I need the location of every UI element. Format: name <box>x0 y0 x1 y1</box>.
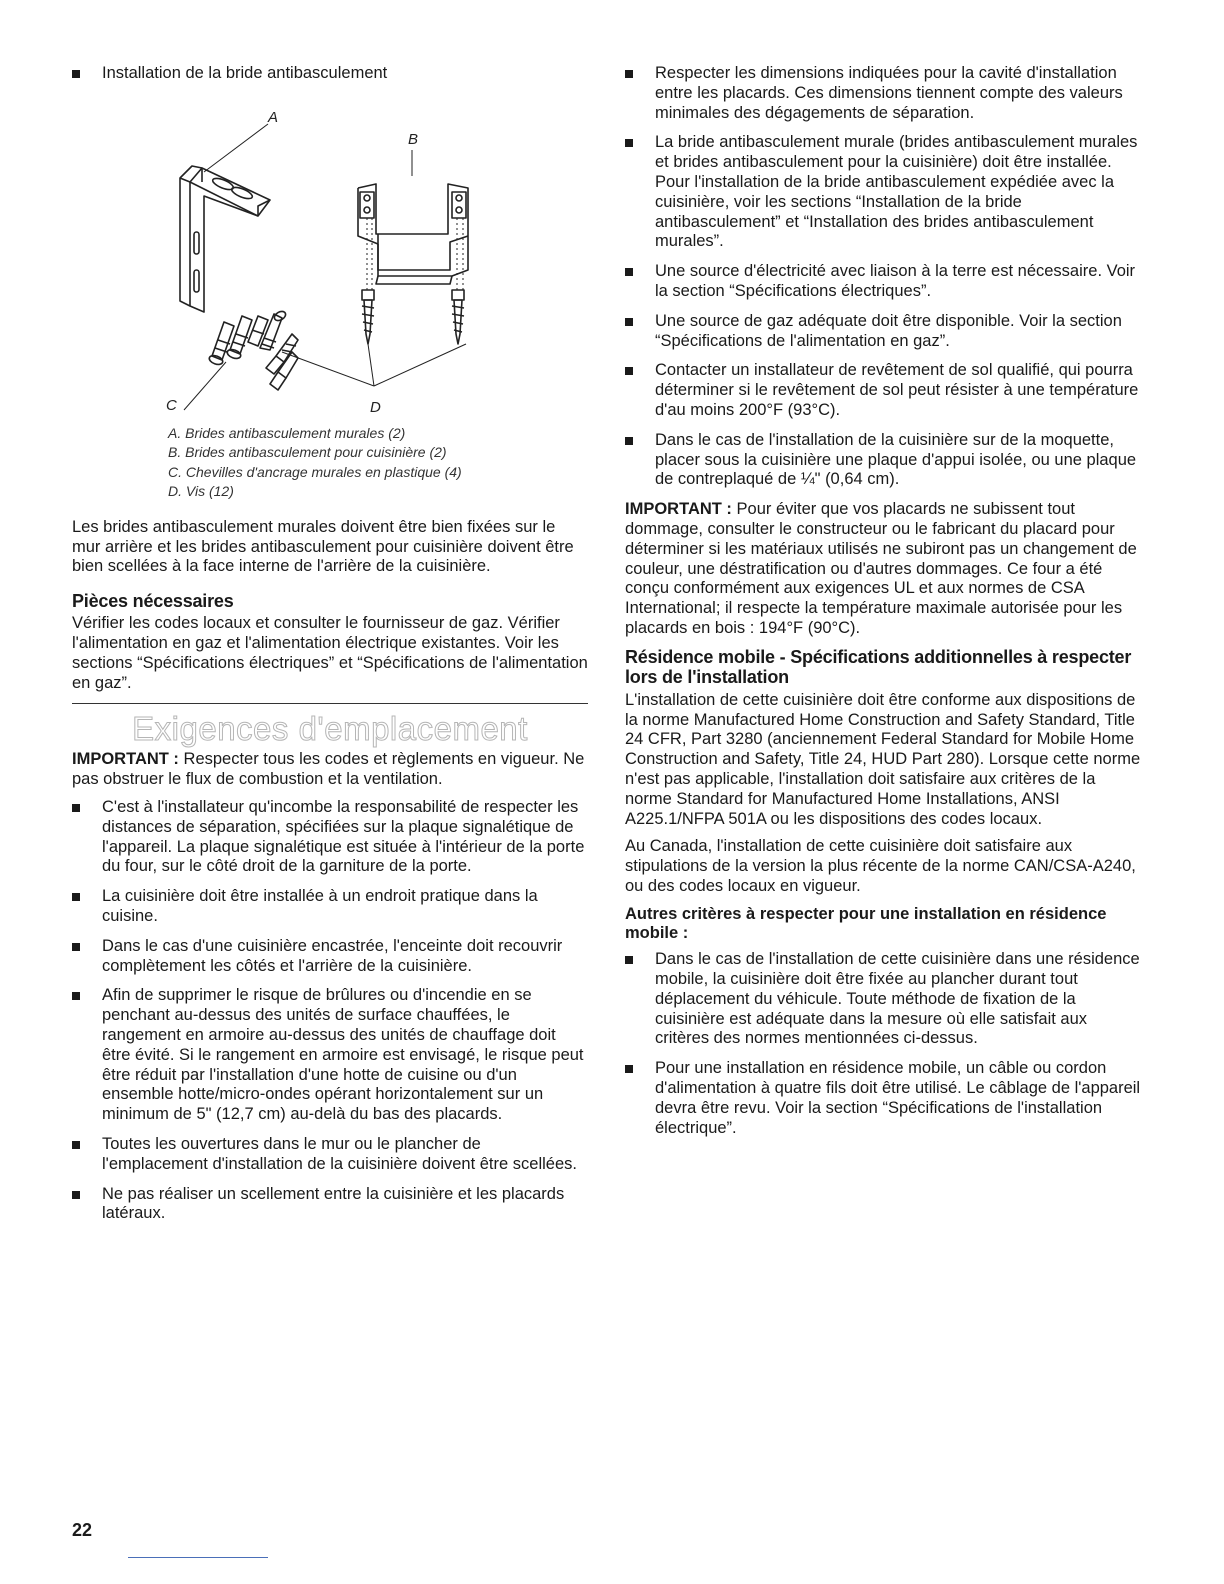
range-bracket-drawing <box>358 184 468 284</box>
figure-label-b: B <box>408 130 419 148</box>
list-item: Toutes les ouvertures dans le mur ou le plancher de l'emplacement d'installation de la cuisinière doivent être scellées. <box>72 1135 588 1175</box>
important-text: Pour éviter que vos placards ne subissent tout dommage, consulter le constructeur ou le fabricant du placard pour déterminer si les matériaux utilisés ne subiront pas un changement de couleur, une déstratification ou d'autres dommages. Ce four a été conçu conformément aux exigences UL et aux normes de CSA International; il respecte la température maximale autorisée pour les placards en bois : 194°F (90°C). <box>625 500 1137 637</box>
important-text: Respecter tous les codes et règlements en vigueur. Ne pas obstruer le flux de combustion et la ventilation. <box>72 750 585 789</box>
page-number: 22 <box>72 1520 93 1540</box>
figure-label-d: D <box>370 398 381 416</box>
list-item: C'est à l'installateur qu'incombe la responsabilité de respecter les distances de séparation, spécifiées sur la plaque signalétique de l'appareil. La plaque signalétique est située à l'intérieur de la porte du four, sur le côté droit de la garniture de la porte. <box>72 798 588 877</box>
list-item: La cuisinière doit être installée à un endroit pratique dans la cuisine. <box>72 887 588 927</box>
pieces-paragraph: Vérifier les codes locaux et consulter le fournisseur de gaz. Vérifier l'alimentation en gaz et l'alimentation électrique existantes. Voir les sections “Spécifications électriques” et “Spécifications de l'alimentation en gaz”. <box>72 614 588 692</box>
figure-label-c: C <box>166 396 177 414</box>
list-item: Une source d'électricité avec liaison à la terre est nécessaire. Voir la section “Spécifications électriques”. <box>625 262 1145 302</box>
section-divider <box>72 703 588 704</box>
figure-label-a: A <box>268 108 279 126</box>
caption-d: D. Vis (12) <box>168 483 234 500</box>
list-item: Dans le cas d'une cuisinière encastrée, l'enceinte doit recouvrir complètement les côtés et l'arrière de la cuisinière. <box>72 937 588 977</box>
bracket-paragraph: Les brides antibasculement murales doivent être bien fixées sur le mur arrière et les brides antibasculement pour cuisinière doivent être bien scellées à la face interne de l'arrière de la cuisinière. <box>72 517 574 576</box>
footer-rule <box>128 1557 268 1558</box>
other-criteria-heading: Autres critères à respecter pour une installation en résidence mobile : <box>625 904 1107 943</box>
caption-b: B. Brides antibasculement pour cuisinière (2) <box>168 444 447 461</box>
important-label: IMPORTANT : <box>625 500 732 519</box>
mobile-paragraph-1: L'installation de cette cuisinière doit être conforme aux dispositions de la norme Manufactured Home Construction and Safety Standard, Title 24 CFR, Part 3280 (anciennement Federal Standard for Mobile Home Construction and Safety, Title 24, HUD Part 280). Lorsque cette norme n'est pas applicable, l'installation doit satisfaire aux critères de la norme Standard for Manufactured Home Installations, ANSI A225.1/NFPA 501A ou les dispositions des codes locaux. <box>625 690 1141 828</box>
important-note-right <box>625 500 1145 639</box>
important-note-left <box>72 750 588 790</box>
list-item: La bride antibasculement murale (brides antibasculement murales et brides antibasculement pour la cuisinière) doit être installée. Pour l'installation de la bride antibasculement expédiée avec la cuisinière, voir les sections “Installation de la bride antibasculement” et “Installation des brides antibasculement murales”. <box>625 133 1145 252</box>
bracket-illustration <box>72 94 588 424</box>
list-item: Contacter un installateur de revêtement de sol qualifié, qui pourra déterminer si le revêtement de sol peut résister à une température d'au moins 200°F (93°C). <box>625 361 1145 420</box>
left-column <box>72 64 588 1234</box>
list-item: Pour une installation en résidence mobile, un câble ou cordon d'alimentation à quatre fils doit être utilisé. Le câblage de l'appareil devra être revu. Voir la section “Spécifications de l'installation électrique”. <box>625 1059 1145 1138</box>
caption-c: C. Chevilles d'ancrage murales en plastique (4) <box>168 463 462 480</box>
right-column <box>625 64 1145 1148</box>
anchors-drawing <box>208 309 298 389</box>
figure-caption <box>168 424 588 502</box>
pieces-heading: Pièces nécessaires <box>72 591 234 612</box>
mobile-home-heading: Résidence mobile - Spécifications additionnelles à respecter lors de l'installation <box>625 646 1132 687</box>
list-item: Dans le cas de l'installation de cette cuisinière dans une résidence mobile, la cuisinière doit être fixée au plancher durant tout déplacement du véhicule. Toute méthode de fixation de la cuisinière est adéquate dans la mesure où elle satisfait aux critères des normes mentionnées ci-dessus. <box>625 950 1145 1049</box>
list-item: Dans le cas de l'installation de la cuisinière sur de la moquette, placer sous la cuisinière une plaque d'appui isolée, ou une plaque de contreplaqué de ¼" (0,64 cm). <box>625 431 1145 490</box>
intro-bullet: Installation de la bride antibasculement <box>72 64 588 84</box>
screws-drawing <box>362 290 464 344</box>
anti-tip-bracket-figure <box>72 94 588 424</box>
list-item: Une source de gaz adéquate doit être disponible. Voir la section “Spécifications de l'alimentation en gaz”. <box>625 312 1145 352</box>
caption-a: A. Brides antibasculement murales (2) <box>168 424 406 441</box>
section-title: Exigences d'emplacement <box>132 710 528 748</box>
list-item: Respecter les dimensions indiquées pour la cavité d'installation entre les placards. Ces dimensions tiennent compte des valeurs minimales des dégagements de séparation. <box>625 64 1145 123</box>
list-item: Ne pas réaliser un scellement entre la cuisinière et les placards latéraux. <box>72 1185 588 1225</box>
list-item: Afin de supprimer le risque de brûlures ou d'incendie en se penchant au-dessus des unités de surface chauffées, le rangement en armoire au-dessus des unités de chauffage doit être évité. Si le rangement en armoire est envisagé, le risque peut être réduit par l'installation d'une hotte de cuisine ou d'un ensemble hotte/micro-ondes opérant horizontalement sur un minimum de 5" (12,7 cm) au-delà du bas des placards. <box>72 986 588 1125</box>
important-label: IMPORTANT : <box>72 750 179 769</box>
mobile-paragraph-2: Au Canada, l'installation de cette cuisinière doit satisfaire aux stipulations de la version la plus récente de la norme CAN/CSA-A240, ou des codes locaux en vigueur. <box>625 837 1136 895</box>
wall-bracket-drawing <box>180 166 270 312</box>
